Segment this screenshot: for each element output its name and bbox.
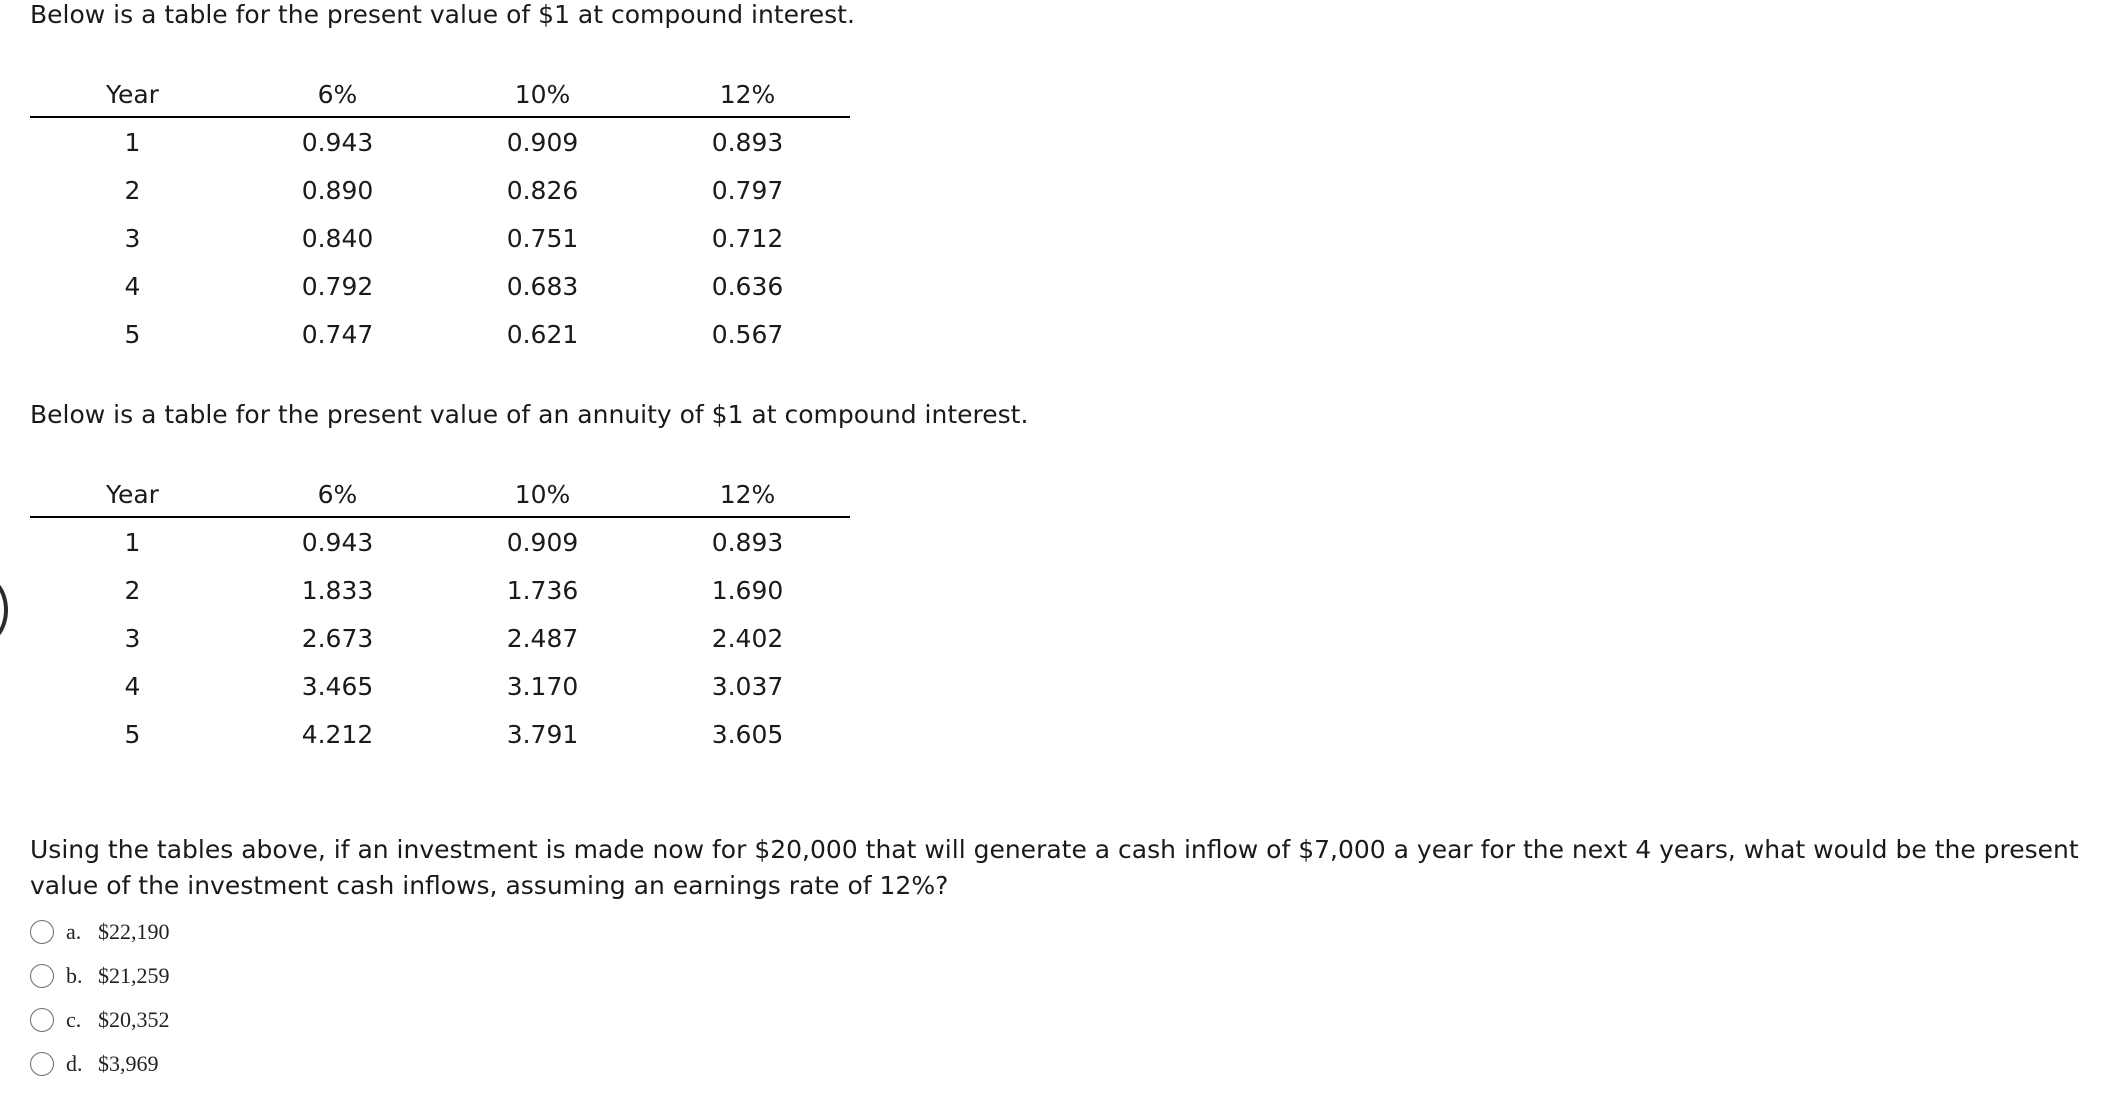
option-letter: d. [66, 1051, 83, 1076]
radio-button[interactable] [30, 920, 54, 944]
value-cell: 0.792 [301, 271, 374, 301]
table-row [30, 214, 850, 262]
present-value-table [30, 72, 850, 358]
column-header-12-percent: 12% [645, 472, 850, 517]
value-cell: 0.909 [506, 127, 579, 157]
table-row [30, 310, 850, 358]
value-cell: 0.636 [711, 271, 784, 301]
value-cell: 4.212 [301, 719, 374, 749]
year-cell: 3 [124, 223, 141, 253]
option-letter: c. [66, 1007, 82, 1032]
partial-circle-decoration [0, 575, 8, 645]
column-header-6-percent: 6% [235, 472, 440, 517]
value-cell: 0.893 [711, 127, 784, 157]
value-cell: 3.170 [506, 671, 579, 701]
table-row [30, 614, 850, 662]
value-cell: 0.567 [711, 319, 784, 349]
column-header-12-percent: 12% [645, 72, 850, 117]
value-cell: 3.465 [301, 671, 374, 701]
value-cell: 0.890 [301, 175, 374, 205]
value-cell: 0.840 [301, 223, 374, 253]
value-cell: 0.826 [506, 175, 579, 205]
value-cell: 0.893 [711, 527, 784, 557]
option-label [66, 919, 170, 945]
value-cell: 2.402 [711, 623, 784, 653]
option-label [66, 1007, 170, 1033]
answer-options [30, 910, 170, 1086]
year-cell: 2 [124, 175, 141, 205]
value-cell: 0.712 [711, 223, 784, 253]
table-row [30, 566, 850, 614]
value-cell: 0.797 [711, 175, 784, 205]
option-letter: b. [66, 963, 83, 988]
column-header-10-percent: 10% [440, 472, 645, 517]
column-header-6-percent: 6% [235, 72, 440, 117]
radio-button[interactable] [30, 964, 54, 988]
option-a[interactable] [30, 910, 170, 954]
option-label [66, 963, 170, 989]
value-cell: 0.943 [301, 527, 374, 557]
option-letter: a. [66, 919, 82, 944]
year-cell: 1 [124, 527, 141, 557]
question-text: Using the tables above, if an investment is made now for $20,000 that will generate a cash inflow of $7,000 a year for the next 4 years, what would be the present value of the investment cash inflows, assuming an earnings rate of 12%? [30, 835, 2079, 900]
year-cell: 4 [124, 671, 141, 701]
option-label [66, 1051, 159, 1077]
value-cell: 3.037 [711, 671, 784, 701]
option-b[interactable] [30, 954, 170, 998]
value-cell: 0.943 [301, 127, 374, 157]
option-value: $22,190 [98, 919, 170, 944]
option-c[interactable] [30, 998, 170, 1042]
year-cell: 5 [124, 719, 141, 749]
radio-button[interactable] [30, 1052, 54, 1076]
column-header-year: Year [30, 72, 235, 117]
column-header-10-percent: 10% [440, 72, 645, 117]
value-cell: 2.487 [506, 623, 579, 653]
value-cell: 0.909 [506, 527, 579, 557]
intro-present-value: Below is a table for the present value of $1 at compound interest. [30, 0, 855, 29]
year-cell: 2 [124, 575, 141, 605]
value-cell: 1.833 [301, 575, 374, 605]
table-row [30, 262, 850, 310]
year-cell: 3 [124, 623, 141, 653]
column-header-year: Year [30, 472, 235, 517]
value-cell: 0.747 [301, 319, 374, 349]
radio-button[interactable] [30, 1008, 54, 1032]
table-row [30, 710, 850, 758]
table-header-row [30, 472, 850, 517]
value-cell: 2.673 [301, 623, 374, 653]
value-cell: 3.791 [506, 719, 579, 749]
value-cell: 3.605 [711, 719, 784, 749]
option-value: $20,352 [98, 1007, 170, 1032]
year-cell: 1 [124, 127, 141, 157]
option-d[interactable] [30, 1042, 170, 1086]
table-header-row [30, 72, 850, 117]
value-cell: 0.621 [506, 319, 579, 349]
option-value: $3,969 [98, 1051, 159, 1076]
table-row [30, 517, 850, 566]
value-cell: 0.751 [506, 223, 579, 253]
table-row [30, 662, 850, 710]
annuity-table [30, 472, 850, 758]
table-row [30, 117, 850, 166]
value-cell: 1.736 [506, 575, 579, 605]
value-cell: 0.683 [506, 271, 579, 301]
intro-annuity: Below is a table for the present value of an annuity of $1 at compound interest. [30, 400, 1029, 429]
option-value: $21,259 [98, 963, 170, 988]
table-row [30, 166, 850, 214]
year-cell: 5 [124, 319, 141, 349]
value-cell: 1.690 [711, 575, 784, 605]
year-cell: 4 [124, 271, 141, 301]
